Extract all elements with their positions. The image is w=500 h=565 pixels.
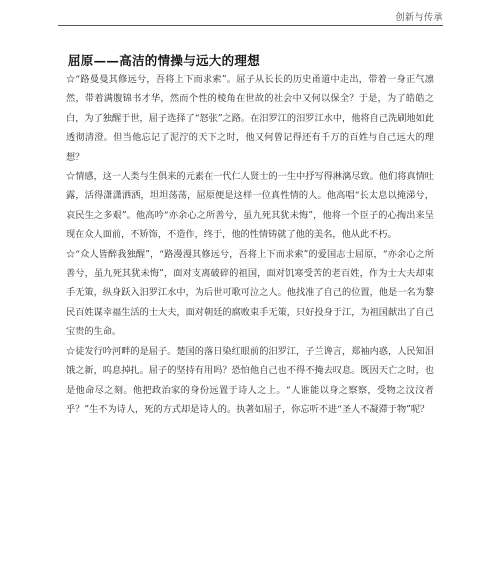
paragraph: ☆徒发行吟河畔的是屈子。楚国的落日染红眼前的汨罗江，子兰谗言，郑袖内惑，人民知泪饿之新，呜息掉扎。屈子的坚持有用吗？恐怕他自己也不得不掩去叹息。既因天亡之时，也是他命尽之刻。他把政治家的身份远置于诗人之上。“人谁能以身之察察，受物之汶汶者乎？”生不为诗人，死的方式却是诗人的。执著如屈子，你忘听不进“圣人不凝滞于物”呢？: [66, 345, 434, 415]
article-body: [66, 70, 434, 419]
page-header: [58, 0, 443, 28]
header-label: 创新与传承: [395, 13, 443, 23]
paragraph: ☆“众人皆醉我独醒”，“路漫漫其修远兮，吾将上下而求索”的爱国志士屈原，“亦余心之所善兮，虽九死其犹未悔”，面对支离破碎的祖国，面对饥寒受苦的老百姓，作为士大夫却束手无策，纵身跃入汨罗江水中，为后世可歌可泣之人。他找准了自己的位置，他是一名为黎民百姓谋幸福生活的士大夫，面对朝廷的腐败束手无策，只好投身于江，为祖国献出了自己宝贵的生命。: [66, 248, 434, 338]
header-rule: [58, 25, 443, 26]
paragraph: ☆情感，这一人类与生俱来的元素在一代仁人贤士的一生中抒写得淋漓尽致。他们将真情吐露，活得潇潇洒洒，坦坦荡荡，屈原便是这样一位真性情的人。他高唱“长太息以掩涕兮，哀民生之多艰”。他高吟“亦余心之所善兮，虽九死其犹未悔”，他将一个臣子的心掏出来呈现在众人面前，不矫饰，不造作，终于，他的性情铸就了他的美名，他从此不朽。: [66, 171, 434, 241]
paragraph: ☆“路曼曼其修远兮，吾将上下而求索”。屈子从长长的历史甬道中走出，带着一身正气凛然，带着满腹锦书才华，然而个性的棱角在世故的社会中又何以保全？于是，为了皓皓之白，为了独醒于世，屈子选择了“怒张”之路。在汨罗江的汨罗江水中，他将自己洗刷地如此透彻清澄。但当他忘记了泥泞的天下之时，他又何曾记得还有千万的百姓与自己远大的理想？: [66, 74, 434, 163]
article-title: 屈原——高洁的情操与远大的理想: [68, 53, 261, 68]
